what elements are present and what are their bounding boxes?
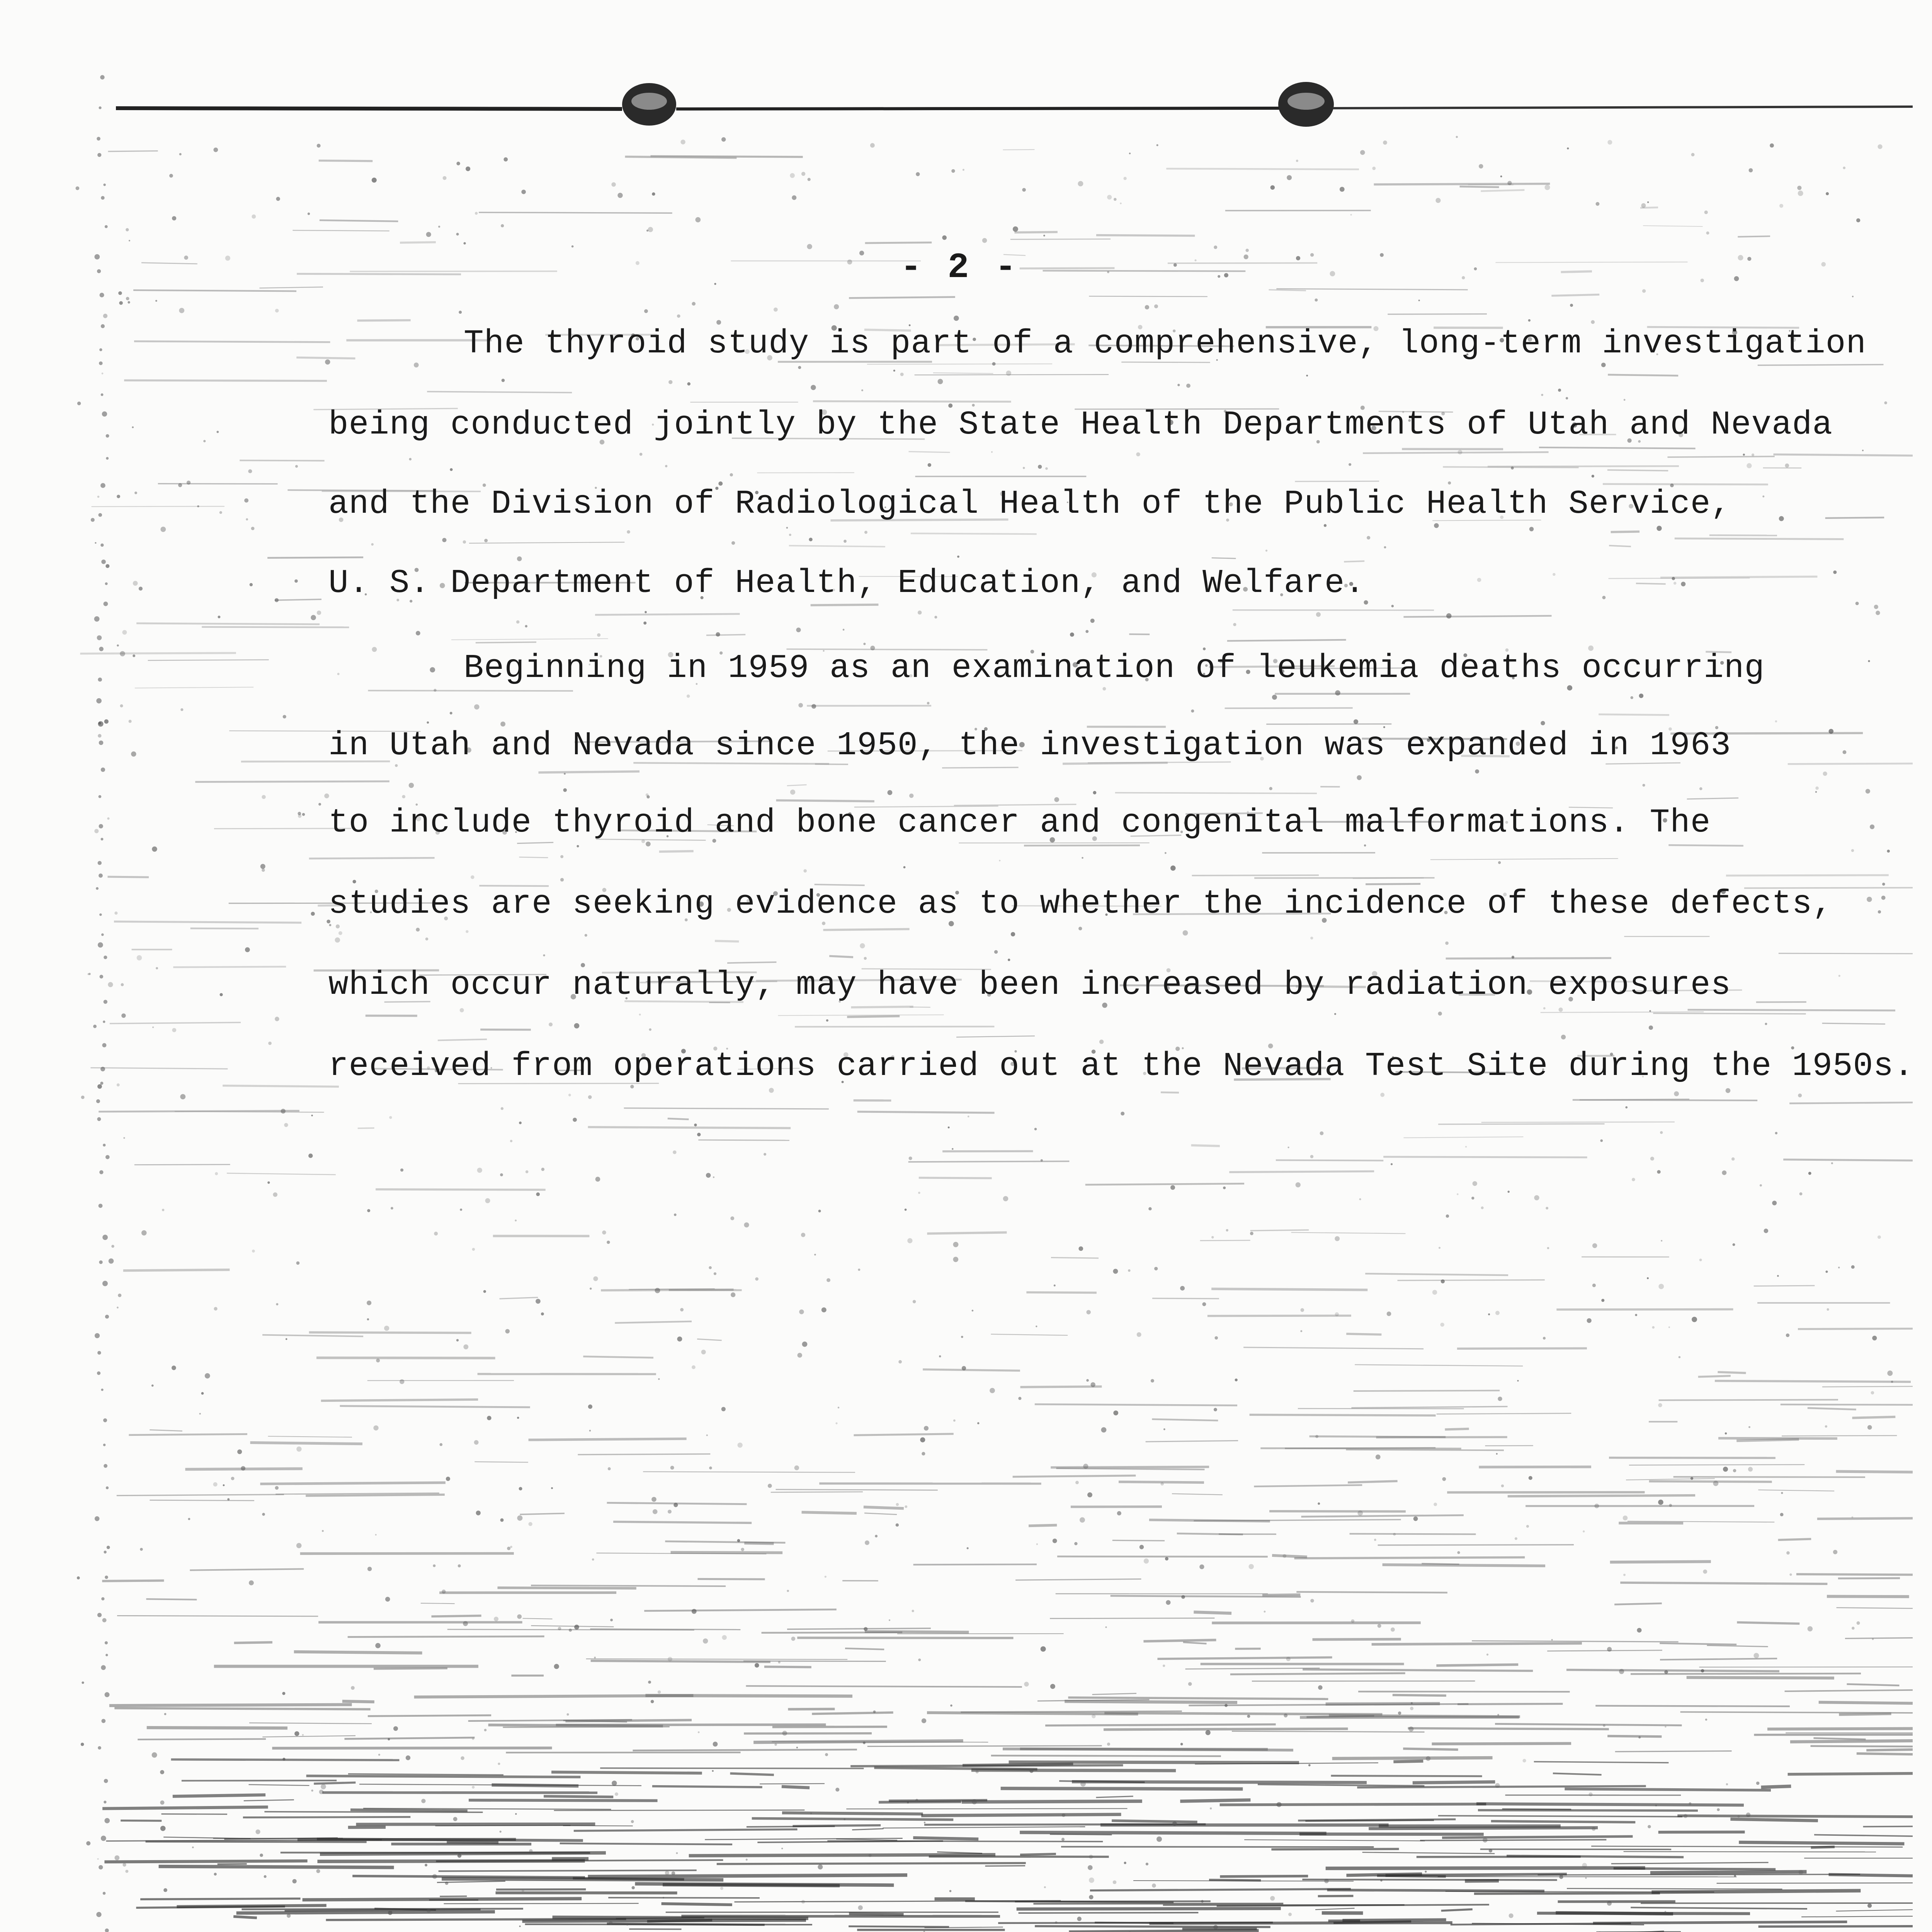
page-number: - 2 -: [900, 247, 1019, 288]
text-line: received from operations carried out at the Nevada Test Site during the 1950s.: [328, 1047, 1914, 1085]
text-line: in Utah and Nevada since 1950, the investigation was expanded in 1963: [328, 726, 1731, 764]
text-line: being conducted jointly by the State Health Departments of Utah and Nevada: [328, 406, 1833, 444]
text-line: to include thyroid and bone cancer and congenital malformations. The: [328, 804, 1711, 842]
text-line: Beginning in 1959 as an examination of leukemia deaths occurring: [464, 649, 1765, 687]
text-line: studies are seeking evidence as to whether the incidence of these defects,: [328, 885, 1833, 923]
text-line: which occur naturally, may have been increased by radiation exposures: [328, 966, 1731, 1004]
text-line: U. S. Department of Health, Education, and Welfare.: [328, 564, 1366, 602]
text-line: The thyroid study is part of a comprehensive, long-term investigation: [464, 325, 1866, 362]
text-line: and the Division of Radiological Health of the Public Health Service,: [328, 485, 1731, 523]
binder-hole-marks: [0, 0, 1932, 162]
